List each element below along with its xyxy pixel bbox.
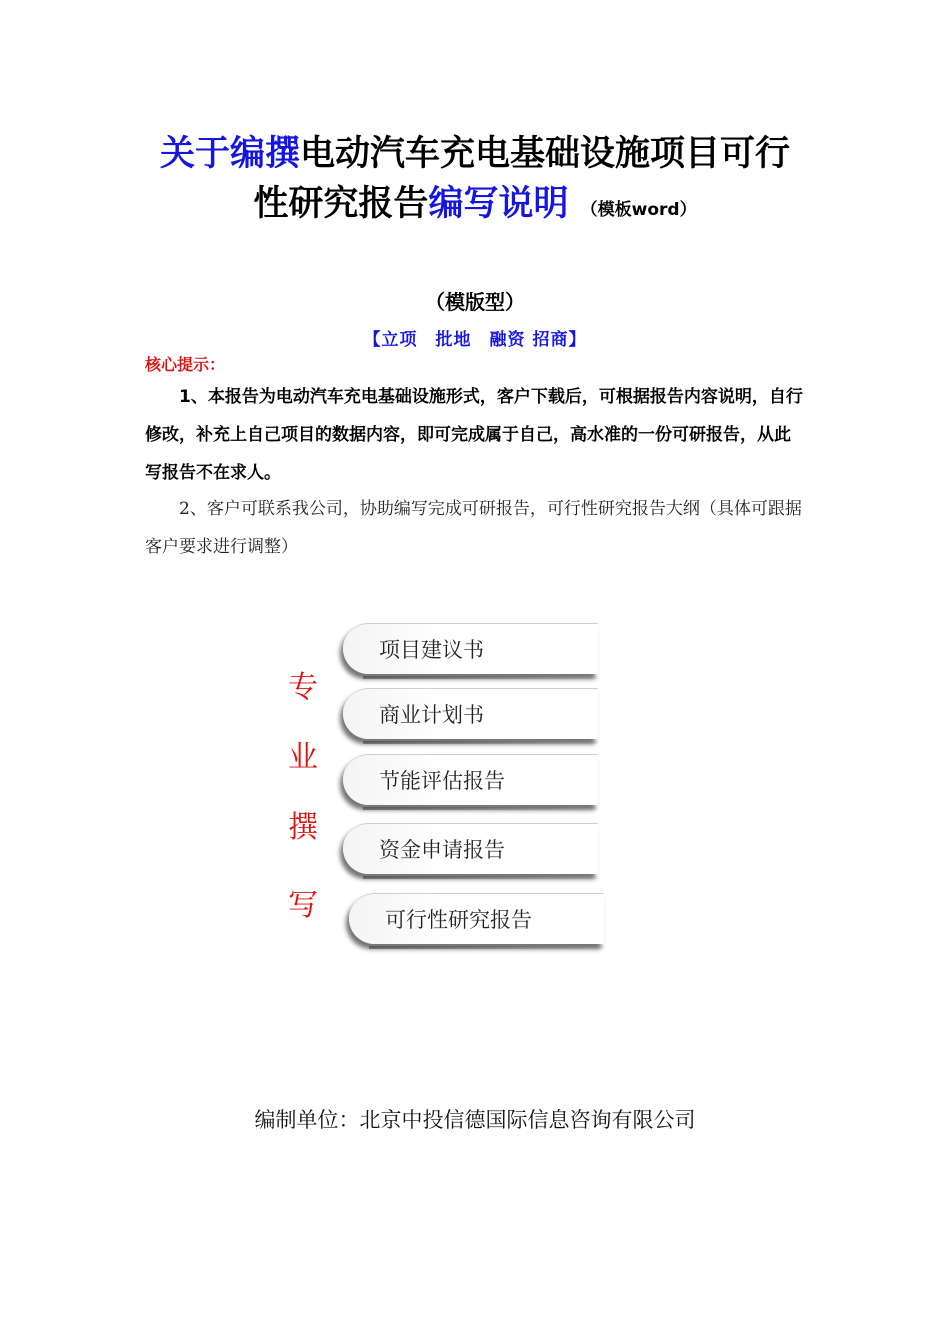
title-text: 电动汽车充电基础设施项目可行 <box>300 134 791 174</box>
service-item <box>343 754 598 805</box>
service-label: 商业计划书 <box>379 703 484 727</box>
paragraph-2: 2、客户可联系我公司，协助编写完成可研报告，可行性研究报告大纲（具体可跟据客户要求进行调整） <box>145 499 802 557</box>
subtitle: （模版型） <box>425 290 525 314</box>
vertical-label-char: 业 <box>288 740 318 775</box>
service-label: 可行性研究报告 <box>385 908 532 932</box>
document-title-line-2 <box>0 180 950 234</box>
service-item <box>349 893 604 944</box>
paragraph-1: 1、本报告为电动汽车充电基础设施形式，客户下载后，可根据报告内容说明，自行修改，补充上自己项目的数据内容，即可完成属于自己，高水准的一份可研报告，从此写报告不在求人。 <box>145 387 803 483</box>
title-suffix: （模板word） <box>580 200 697 220</box>
vertical-label-char: 专 <box>288 670 318 705</box>
service-label: 节能评估报告 <box>379 769 505 793</box>
service-item <box>343 688 598 739</box>
title-highlight: 关于编撰 <box>159 134 300 174</box>
vertical-label-char: 写 <box>288 888 318 923</box>
service-item <box>343 623 598 674</box>
title-text: 性研究报告 <box>253 184 429 224</box>
service-label: 项目建议书 <box>379 638 484 662</box>
service-label: 资金申请报告 <box>379 838 505 862</box>
document-title-line-1 <box>0 130 950 178</box>
compiler-unit: 编制单位：北京中投信德国际信息咨询有限公司 <box>254 1108 696 1132</box>
core-hint-heading: 核心提示： <box>145 355 226 374</box>
tag-line: 【立项 批地 融资 招商】 <box>363 330 587 350</box>
service-item <box>343 823 598 874</box>
vertical-label-char: 撰 <box>288 810 318 845</box>
title-highlight: 编写说明 <box>428 184 569 224</box>
